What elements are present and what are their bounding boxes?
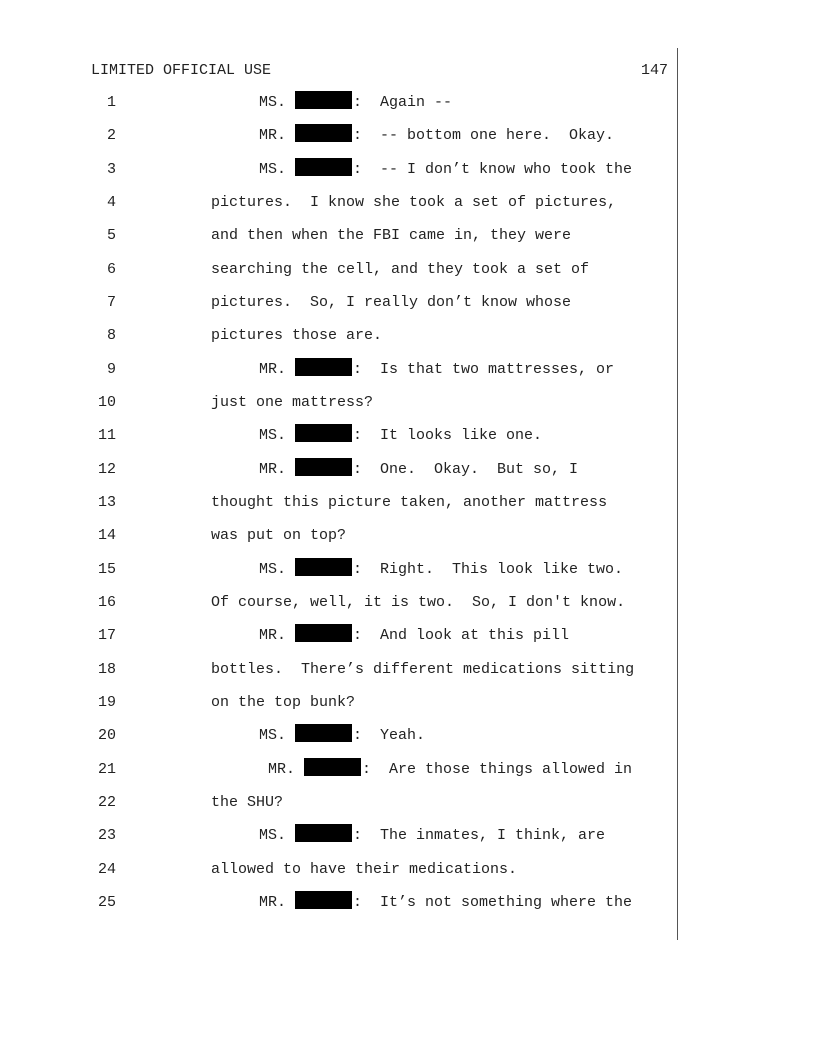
line-number: 17 xyxy=(97,627,116,644)
line-number: 24 xyxy=(97,861,116,878)
speaker-title: MR. xyxy=(268,761,296,778)
transcript-line xyxy=(0,359,677,381)
speaker-turn xyxy=(259,459,578,481)
transcript-line xyxy=(0,125,677,147)
redaction-bar xyxy=(295,458,352,476)
transcript-line xyxy=(0,692,677,714)
page-margin-rule xyxy=(677,48,678,940)
line-number: 9 xyxy=(106,361,116,378)
continuation-text: pictures. I know she took a set of pictures, xyxy=(211,194,617,211)
continuation-text: bottles. There’s different medications sitting xyxy=(211,661,635,678)
transcript-line xyxy=(0,492,677,514)
transcript-line xyxy=(0,325,677,347)
transcript-line xyxy=(0,659,677,681)
line-number: 2 xyxy=(106,127,116,144)
line-number: 25 xyxy=(97,894,116,911)
transcript-line xyxy=(0,159,677,181)
transcript-line xyxy=(0,459,677,481)
spoken-text: : Yeah. xyxy=(353,727,426,744)
spoken-text: : And look at this pill xyxy=(353,627,570,644)
speaker-title: MS. xyxy=(259,827,287,844)
speaker-title: MR. xyxy=(259,127,287,144)
line-number: 18 xyxy=(97,661,116,678)
spoken-text: : Again -- xyxy=(353,94,453,111)
spoken-text: : Are those things allowed in xyxy=(362,761,633,778)
spoken-text: : The inmates, I think, are xyxy=(353,827,606,844)
redaction-bar xyxy=(295,424,352,442)
speaker-turn xyxy=(259,92,452,114)
spoken-text: : Is that two mattresses, or xyxy=(353,361,615,378)
speaker-turn xyxy=(268,759,632,781)
line-number: 21 xyxy=(97,761,116,778)
transcript-line xyxy=(0,759,677,781)
speaker-title: MR. xyxy=(259,894,287,911)
redaction-bar xyxy=(295,124,352,142)
line-number: 20 xyxy=(97,727,116,744)
continuation-text: pictures. So, I really don’t know whose xyxy=(211,294,572,311)
transcript-line xyxy=(0,725,677,747)
continuation-text: thought this picture taken, another mattress xyxy=(211,494,608,511)
continuation-text: allowed to have their medications. xyxy=(211,861,518,878)
spoken-text: : -- bottom one here. Okay. xyxy=(353,127,615,144)
line-number: 12 xyxy=(97,461,116,478)
continuation-text: Of course, well, it is two. So, I don't know. xyxy=(211,594,626,611)
redaction-bar xyxy=(295,824,352,842)
transcript-line xyxy=(0,592,677,614)
line-number: 22 xyxy=(97,794,116,811)
speaker-title: MR. xyxy=(259,361,287,378)
speaker-turn xyxy=(259,725,425,747)
speaker-turn xyxy=(259,559,623,581)
continuation-text: the SHU? xyxy=(211,794,284,811)
speaker-title: MR. xyxy=(259,461,287,478)
continuation-text: on the top bunk? xyxy=(211,694,356,711)
transcript-line xyxy=(0,525,677,547)
continuation-text: searching the cell, and they took a set of xyxy=(211,261,590,278)
speaker-turn xyxy=(259,625,569,647)
line-number: 13 xyxy=(97,494,116,511)
transcript-line xyxy=(0,792,677,814)
redaction-bar xyxy=(295,724,352,742)
redaction-bar xyxy=(295,358,352,376)
speaker-title: MS. xyxy=(259,727,287,744)
speaker-turn xyxy=(259,359,614,381)
speaker-turn xyxy=(259,159,632,181)
line-number: 5 xyxy=(106,227,116,244)
line-number: 11 xyxy=(97,427,116,444)
line-number: 7 xyxy=(106,294,116,311)
classification-header: LIMITED OFFICIAL USE xyxy=(91,62,272,79)
spoken-text: : One. Okay. But so, I xyxy=(353,461,579,478)
line-number: 16 xyxy=(97,594,116,611)
speaker-title: MS. xyxy=(259,94,287,111)
spoken-text: : It’s not something where the xyxy=(353,894,633,911)
speaker-title: MR. xyxy=(259,627,287,644)
speaker-turn xyxy=(259,825,605,847)
redaction-bar xyxy=(295,91,352,109)
line-number: 1 xyxy=(106,94,116,111)
redaction-bar xyxy=(295,624,352,642)
transcript-line xyxy=(0,825,677,847)
continuation-text: and then when the FBI came in, they were xyxy=(211,227,572,244)
speaker-title: MS. xyxy=(259,427,287,444)
transcript-line xyxy=(0,225,677,247)
line-number: 14 xyxy=(97,527,116,544)
speaker-turn xyxy=(259,425,542,447)
transcript-line xyxy=(0,192,677,214)
page-number: 147 xyxy=(640,62,668,79)
speaker-turn xyxy=(259,125,614,147)
redaction-bar xyxy=(295,158,352,176)
continuation-text: pictures those are. xyxy=(211,327,383,344)
spoken-text: : Right. This look like two. xyxy=(353,561,624,578)
redaction-bar xyxy=(295,891,352,909)
speaker-title: MS. xyxy=(259,161,287,178)
transcript-line xyxy=(0,425,677,447)
redaction-bar xyxy=(295,558,352,576)
speaker-turn xyxy=(259,892,632,914)
line-number: 15 xyxy=(97,561,116,578)
continuation-text: just one mattress? xyxy=(211,394,374,411)
transcript-line xyxy=(0,392,677,414)
transcript-line xyxy=(0,559,677,581)
transcript-line xyxy=(0,892,677,914)
transcript-line xyxy=(0,92,677,114)
transcript-line xyxy=(0,292,677,314)
line-number: 6 xyxy=(106,261,116,278)
line-number: 3 xyxy=(106,161,116,178)
line-number: 23 xyxy=(97,827,116,844)
transcript-line xyxy=(0,259,677,281)
line-number: 8 xyxy=(106,327,116,344)
redaction-bar xyxy=(304,758,361,776)
spoken-text: : -- I don’t know who took the xyxy=(353,161,633,178)
spoken-text: : It looks like one. xyxy=(353,427,543,444)
transcript-line xyxy=(0,625,677,647)
speaker-title: MS. xyxy=(259,561,287,578)
continuation-text: was put on top? xyxy=(211,527,347,544)
line-number: 4 xyxy=(106,194,116,211)
transcript-line xyxy=(0,859,677,881)
line-number: 19 xyxy=(97,694,116,711)
line-number: 10 xyxy=(97,394,116,411)
